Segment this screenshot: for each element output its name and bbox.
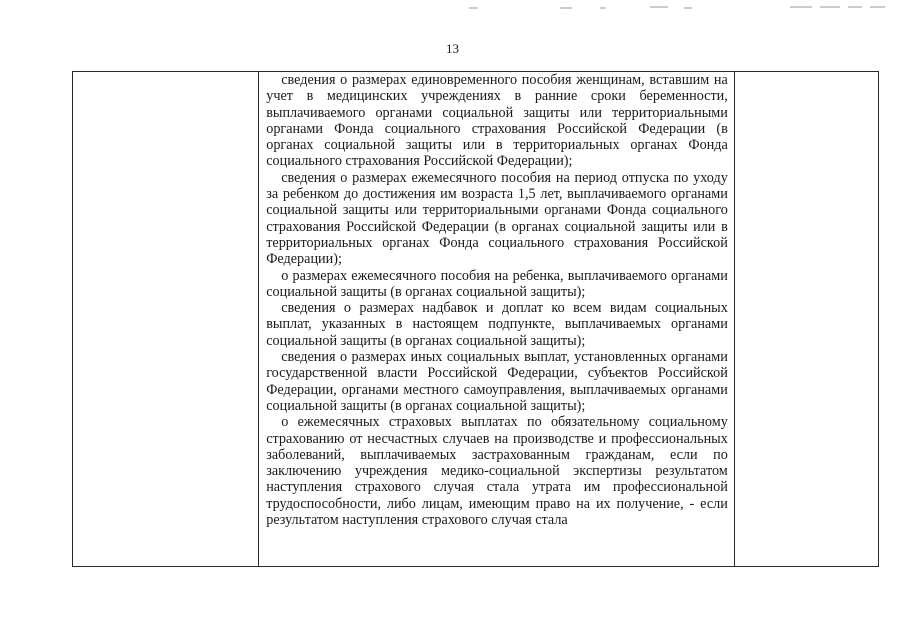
document-table	[72, 71, 879, 567]
table-cell-left	[73, 72, 259, 567]
table-cell-right	[734, 72, 878, 567]
scan-noise-marks	[0, 0, 905, 20]
paragraph-childcare-leave-benefit: сведения о размерах ежемесячного пособия на период отпуска по уходу за ребенком до достижения им возраста 1,5 лет, выплачиваемого органами социальной защиты или территориальными органами Фонда социального страхования Российской Федерации (в органах социальной защиты или в территориальных органах Фонда социального страхования Российской Федерации);	[266, 169, 728, 268]
paragraph-lump-sum-benefit: сведения о размерах единовременного пособия женщинам, вставшим на учет в медицинских учреждениях в ранние сроки беременности, выплачиваемого органами социальной защиты или территориальными органами Фонда социального страхования Российской Федерации (в органах социальной защиты или в территориальных органах Фонда социального страхования Российской Федерации);	[266, 72, 728, 170]
page-number: 13	[446, 41, 459, 56]
paragraph-other-social-payments: сведения о размерах иных социальных выплат, установленных органами государственной власти Российской Федерации, субъектов Российской Федерации, органами местного самоуправления, выплачиваемых органами социальной защиты (в органах социальной защиты);	[266, 349, 728, 414]
table-row	[73, 72, 879, 567]
paragraph-insurance-payments: о ежемесячных страховых выплатах по обязательному социальному страхованию от несчастных случаев на производстве и профессиональных заболеваний, выплачиваемых застрахованным гражданам, если по заключению учреждения медико-социальной экспертизы результатом наступления страхового случая стала утрата им профессиональной трудоспособности, либо лицам, имеющим право на их получение, - если результатом наступления страхового случая стала	[266, 414, 728, 529]
table-cell-content	[259, 72, 735, 567]
paragraph-supplements: сведения о размерах надбавок и доплат ко всем видам социальных выплат, указанных в настоящем подпункте, выплачиваемых органами социальной защиты (в органах социальной защиты);	[266, 300, 728, 349]
paragraph-child-benefit: о размерах ежемесячного пособия на ребенка, выплачиваемого органами социальной защиты (в органах социальной защиты);	[266, 267, 728, 300]
